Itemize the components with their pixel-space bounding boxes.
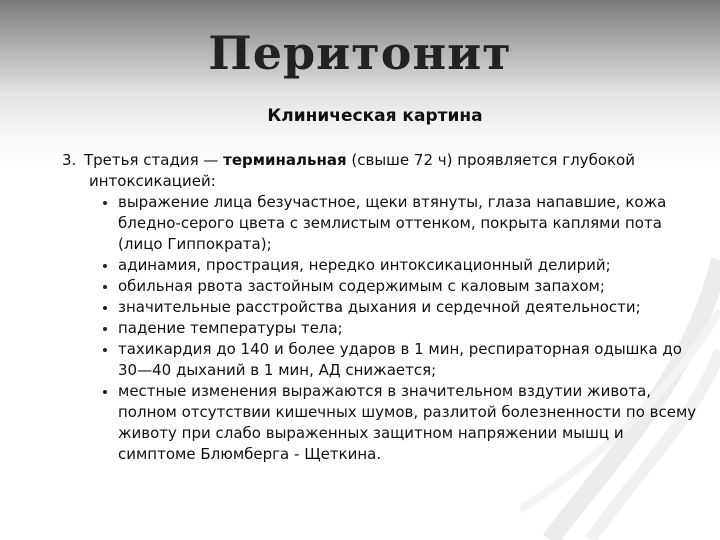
point-number: 3. bbox=[62, 151, 77, 169]
slide-content bbox=[62, 150, 702, 465]
list-item: значительные расстройства дыхания и сердечной деятельности; bbox=[100, 297, 702, 318]
point-text bbox=[84, 150, 702, 192]
slide-title: Перитонит bbox=[208, 26, 512, 80]
list-item: выражение лица безучастное, щеки втянуты, глаза напавшие, кожа бледно-серого цвета с землистым оттенком, покрыта каплями пота (лицо Гиппократа); bbox=[100, 192, 702, 255]
list-item: падение температуры тела; bbox=[100, 318, 702, 339]
list-item: адинамия, прострация, нередко интоксикационный делирий; bbox=[100, 255, 702, 276]
symptom-list bbox=[62, 192, 702, 465]
list-item: тахикардия до 140 и более ударов в 1 мин, респираторная одышка до 30—40 дыханий в 1 мин, АД снижается; bbox=[100, 339, 702, 381]
list-item: местные изменения выражаются в значительном вздутии живота, полном отсутствии кишечных шумов, разлитой болезненности по всему животу при слабо выраженных защитном напряжении мышц и симптоме Блюмберга - Щеткина. bbox=[100, 381, 702, 465]
point-term: терминальная bbox=[223, 151, 347, 169]
point-rest: (свыше 72 ч) проявляется глубокой bbox=[351, 151, 635, 169]
list-item: обильная рвота застойным содержимым с каловым запахом; bbox=[100, 276, 702, 297]
slide-subtitle: Клиническая картина bbox=[267, 106, 483, 126]
point-continued: интоксикацией: bbox=[89, 172, 216, 190]
point-lead: Третья стадия — bbox=[84, 151, 219, 169]
stage-point bbox=[62, 150, 702, 192]
